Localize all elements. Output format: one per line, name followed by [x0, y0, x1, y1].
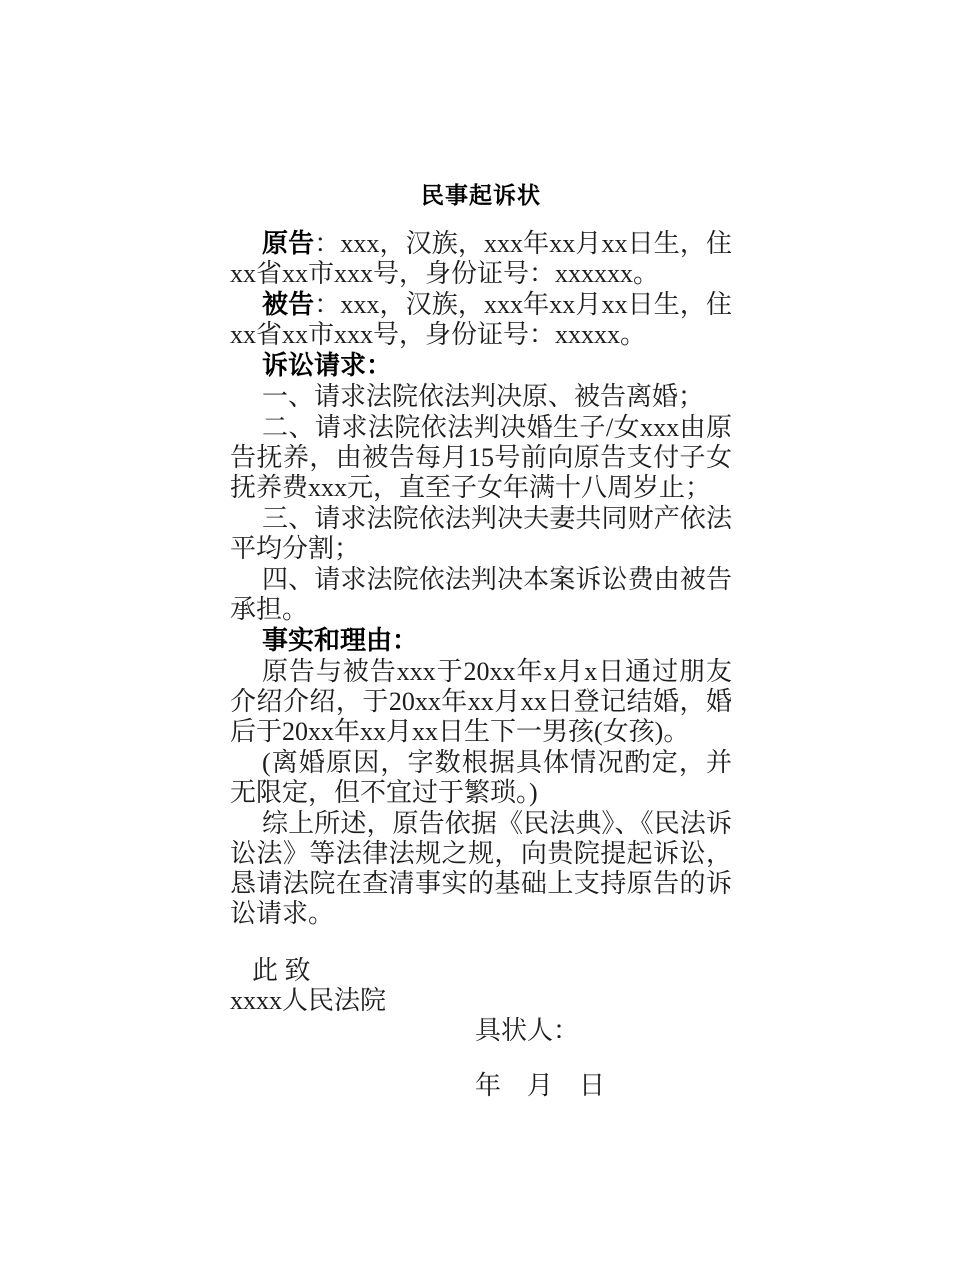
closing-court-name: xxxx人民法院 [230, 986, 387, 1015]
claim-item-1 [230, 381, 732, 412]
document-body [230, 181, 732, 1101]
signer-label: 具状人： [475, 1016, 580, 1045]
conclusion-paragraph [230, 808, 732, 929]
conclusion-paragraph-text: 综上所述，原告依据《民法典》、《民法诉讼法》等法律法规之规，向贵院提起诉讼，恳请法院在查清事实的基础上支持原告的诉讼请求。 [230, 809, 732, 928]
divorce-reason-note-text: (离婚原因，字数根据具体情况酌定，并无限定，但不宜过于繁琐。) [230, 748, 732, 807]
defendant-paragraph [230, 289, 732, 350]
claims-heading [230, 350, 732, 381]
date-line: 年 月 日 [475, 1071, 606, 1100]
claims-heading-label: 诉讼请求： [262, 350, 393, 380]
plaintiff-paragraph [230, 228, 732, 289]
claim-item-3 [230, 503, 732, 564]
defendant-label: 被告 [262, 289, 315, 319]
plaintiff-label: 原告 [262, 228, 315, 258]
claim-item-2 [230, 412, 732, 503]
claim-item-2-text: 二、请求法院依法判决婚生子/女xxx由原告抚养，由被告每月15号前向原告支付子女抚养费xxx元，直至子女年满十八周岁止； [230, 413, 732, 502]
claim-item-1-text: 一、请求法院依法判决原、被告离婚； [262, 382, 705, 411]
facts-heading [230, 625, 732, 656]
claim-item-3-text: 三、请求法院依法判决夫妻共同财产依法平均分割； [230, 504, 732, 563]
facts-heading-label: 事实和理由： [262, 625, 419, 655]
claim-item-4-text: 四、请求法院依法判决本案诉讼费由被告承担。 [230, 565, 732, 624]
divorce-reason-note [230, 747, 732, 808]
facts-paragraph [230, 656, 732, 747]
claim-item-4 [230, 564, 732, 625]
plaintiff-text: ：xxx，汉族，xxx年xx月xx日生，住xx省xx市xxx号，身份证号：xxxxxx。 [230, 229, 732, 288]
defendant-text: ：xxx，汉族，xxx年xx月xx日生，住xx省xx市xxx号，身份证号：xxxxx。 [230, 290, 732, 349]
closing-salutation: 此 致 [252, 956, 311, 985]
facts-paragraph-text: 原告与被告xxx于20xx年x月x日通过朋友介绍介绍，于20xx年xx月xx日登记结婚，婚后于20xx年xx月xx日生下一男孩(女孩)。 [230, 657, 732, 746]
document-title: 民事起诉状 [421, 182, 541, 208]
